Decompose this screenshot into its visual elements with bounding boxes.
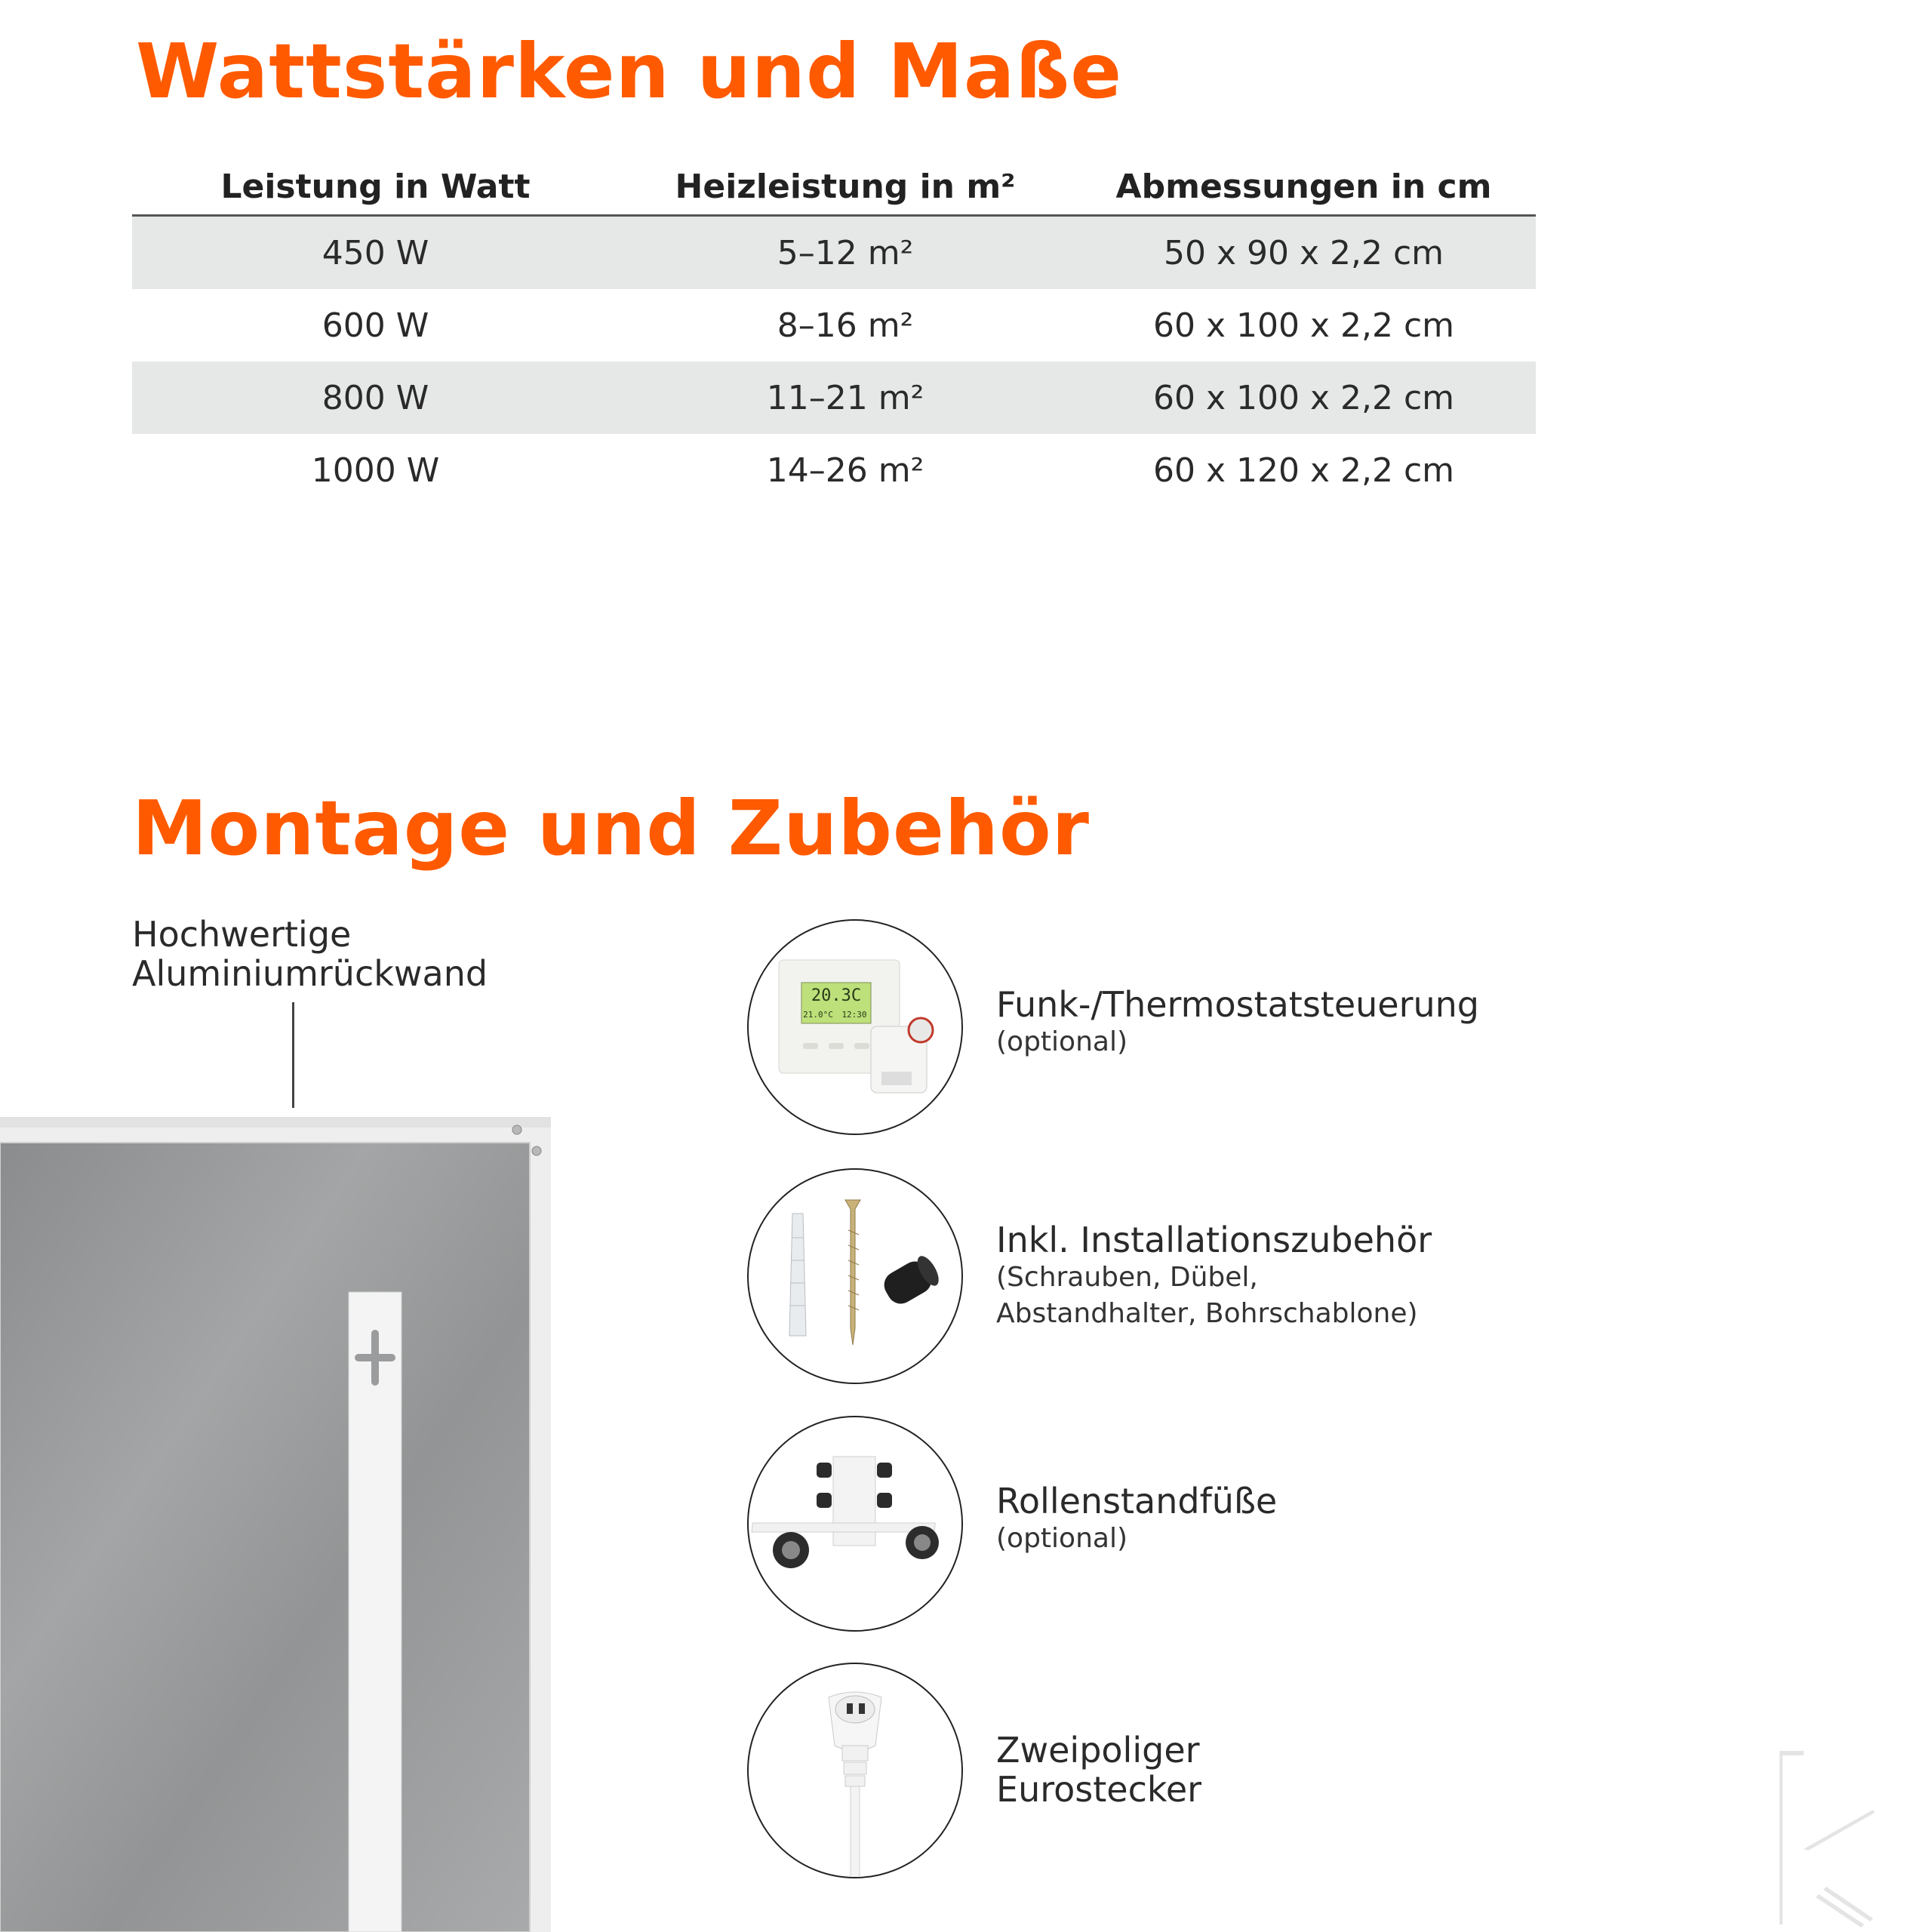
cell-area: 8–16 m² [777,306,914,345]
table-row [132,217,1536,289]
aluminium-back-panel-image [0,1117,551,1932]
cell-area: 11–21 m² [766,378,924,417]
table-row [132,289,1536,361]
header-dimensions: Abmessungen in cm [1115,167,1492,206]
cell-power: 600 W [321,306,429,345]
screws-dowels-icon [749,1170,961,1383]
cell-dimensions: 50 x 90 x 2,2 cm [1163,233,1444,272]
cell-dimensions: 60 x 100 x 2,2 cm [1152,306,1454,345]
accessory-thermostat-text [996,985,1479,1060]
accessory-caster-text [996,1481,1277,1557]
section-title-wattage: Wattstärken und Maße [136,27,1123,115]
panel-label-line1: Hochwertige [132,914,352,955]
accessory-thermostat [747,919,963,1135]
accessory-title-line2: Eurostecker [996,1769,1202,1810]
cell-dimensions: 60 x 100 x 2,2 cm [1152,378,1454,417]
accessory-sub: (optional) [996,1523,1128,1554]
accessory-plug-text [996,1730,1201,1809]
table-row [132,361,1536,434]
accessory-title: Zweipoliger [996,1730,1200,1770]
leader-line [292,1002,294,1108]
cell-power: 1000 W [311,451,440,490]
thermostat-temp: 20.3C [811,986,862,1005]
table-row [132,434,1536,506]
euro-plug-icon [749,1664,961,1877]
table-header [132,158,1536,217]
section-title-mounting: Montage und Zubehör [132,784,1090,872]
accessory-installation-text [996,1220,1432,1332]
cell-area: 5–12 m² [777,233,914,272]
accessory-title: Inkl. Installationszubehör [996,1220,1432,1260]
accessory-euro-plug [747,1663,963,1878]
brand-logo-mark [1774,1751,1887,1932]
cell-dimensions: 60 x 120 x 2,2 cm [1152,451,1454,490]
accessory-caster-feet [747,1416,963,1632]
accessory-sub: (optional) [996,1026,1128,1057]
specs-table [132,158,1536,506]
thermostat-set: 21.0°C [803,1010,833,1020]
panel-label-line2: Aluminiumrückwand [132,953,488,994]
accessory-sub: (Schrauben, Dübel, [996,1262,1258,1293]
accessory-installation-kit [747,1168,963,1384]
cell-power: 800 W [321,378,429,417]
header-heating-area: Heizleistung in m² [675,167,1016,206]
thermostat-icon [749,921,961,1134]
accessory-sub: Abstandhalter, Bohrschablone) [996,1298,1418,1329]
cell-area: 14–26 m² [766,451,924,490]
header-power: Leistung in Watt [220,167,531,206]
panel-label [132,915,488,993]
accessory-title: Rollenstandfüße [996,1481,1278,1521]
cell-power: 450 W [321,233,429,272]
caster-feet-icon [749,1417,961,1630]
accessory-title: Funk-/Thermostatsteuerung [996,984,1480,1025]
thermostat-time: 12:30 [841,1010,867,1020]
